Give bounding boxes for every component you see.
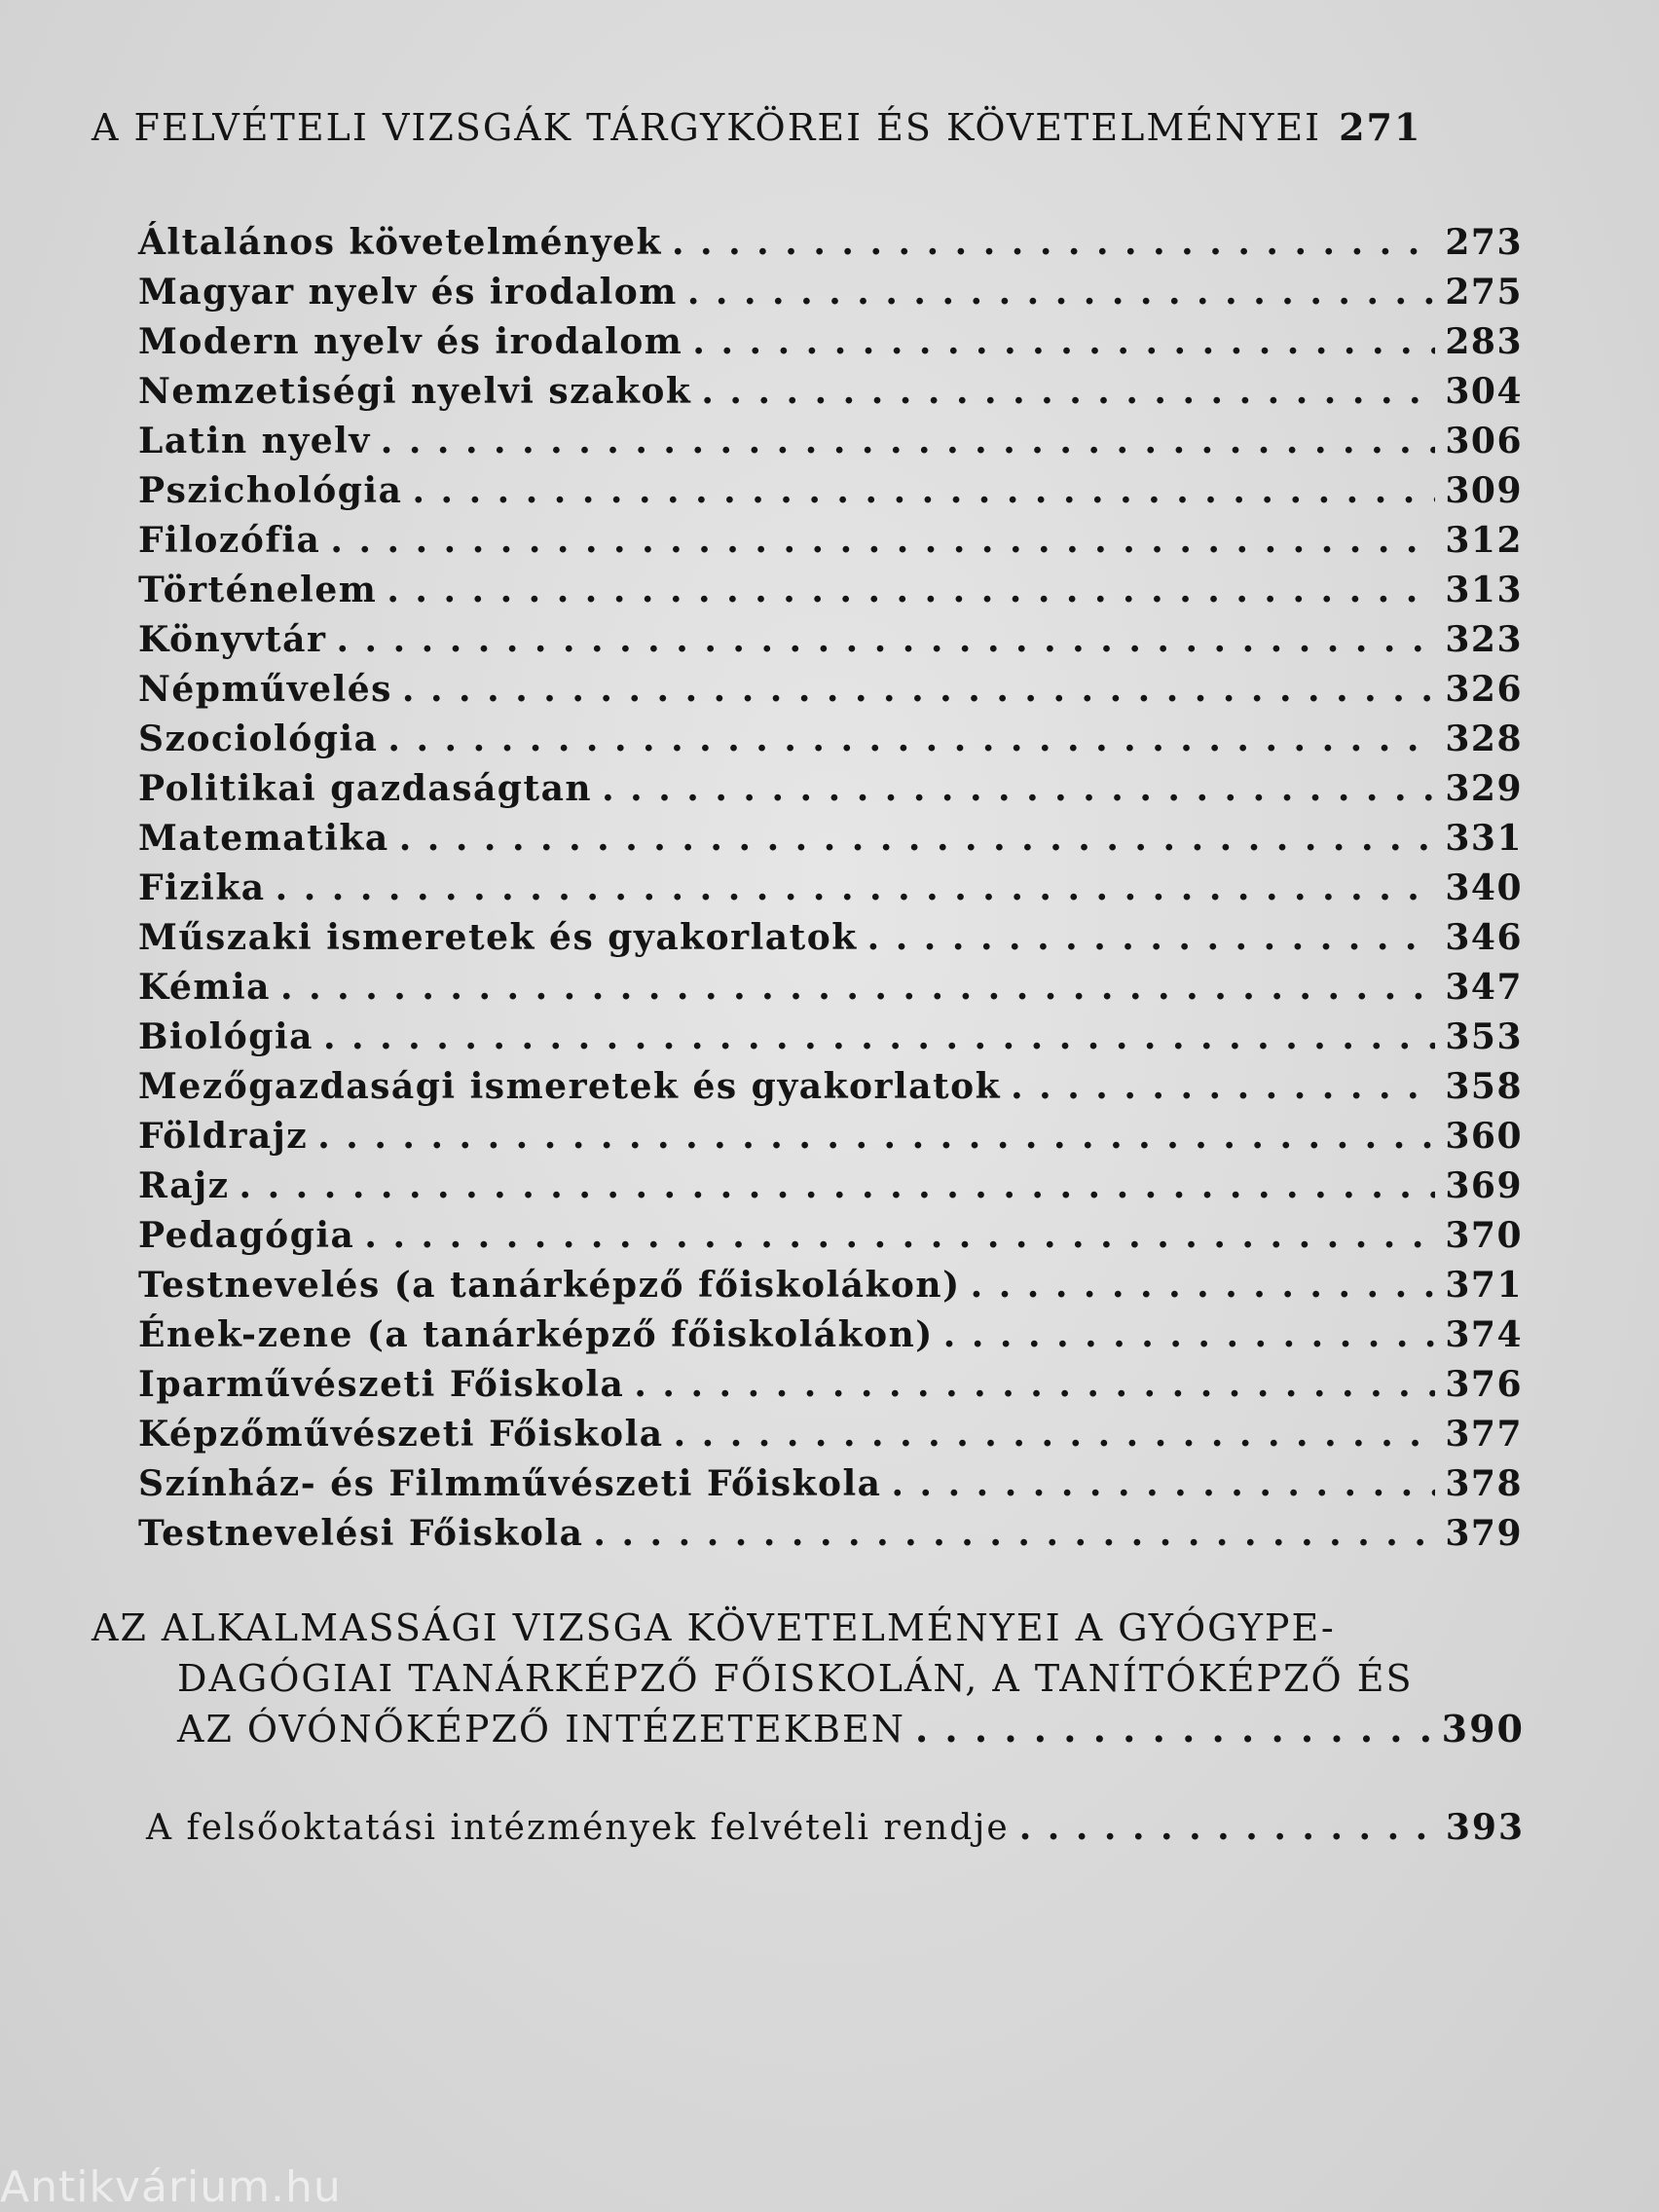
dot-leader xyxy=(701,371,1435,412)
toc-entry-label: Műszaki ismeretek és gyakorlatok xyxy=(138,917,858,958)
toc-entry-label: Népművelés xyxy=(138,669,392,710)
dot-leader xyxy=(943,1314,1436,1355)
toc-entry-page: 360 xyxy=(1445,1116,1523,1157)
toc-entry xyxy=(138,1116,1523,1157)
toc-entry xyxy=(138,1265,1523,1306)
section-title-line-3-row xyxy=(92,1704,1525,1754)
toc-entry-page: 326 xyxy=(1445,669,1523,710)
toc-entry-page: 379 xyxy=(1445,1513,1523,1554)
dot-leader xyxy=(317,1116,1435,1157)
dot-leader xyxy=(915,1704,1432,1754)
dot-leader xyxy=(276,867,1436,908)
toc-entry xyxy=(138,421,1523,461)
toc-entry-page: 329 xyxy=(1445,768,1523,809)
toc-entry-page: 309 xyxy=(1445,470,1523,511)
toc-entry-label: Testnevelés (a tanárképző főiskolákon) xyxy=(138,1265,961,1306)
section-title-page: 271 xyxy=(1339,105,1422,149)
dot-leader xyxy=(692,321,1435,362)
toc-entry xyxy=(138,967,1523,1008)
toc-entry-label: A felsőoktatási intézmények felvételi rendje xyxy=(146,1808,1010,1848)
toc-entry-label: Filozófia xyxy=(138,520,321,561)
toc-entry-page: 328 xyxy=(1445,719,1523,759)
dot-leader xyxy=(336,619,1435,660)
dot-leader xyxy=(364,1215,1435,1256)
toc-entry-label: Színház- és Filmművészeti Főiskola xyxy=(138,1463,882,1504)
watermark: Antikvárium.hu xyxy=(0,2162,342,2212)
toc-entry-page: 312 xyxy=(1445,520,1523,561)
toc-entry xyxy=(138,272,1523,313)
toc-entry xyxy=(138,321,1523,362)
toc-entry-page: 376 xyxy=(1445,1364,1523,1405)
toc-entry-page: 304 xyxy=(1445,371,1523,412)
toc-entry-page: 353 xyxy=(1445,1016,1523,1057)
toc-entry-page: 393 xyxy=(1445,1807,1525,1848)
toc-entry-label: Magyar nyelv és irodalom xyxy=(138,272,678,313)
toc-entry-page: 306 xyxy=(1445,421,1523,461)
toc-entry-label: Iparművészeti Főiskola xyxy=(138,1364,625,1405)
section-title-entrance-exams xyxy=(92,105,1513,149)
toc-entry-page: 313 xyxy=(1445,570,1523,610)
toc-entry-label: Mezőgazdasági ismeretek és gyakorlatok xyxy=(138,1066,1002,1107)
toc-entry-label: Matematika xyxy=(138,818,389,859)
toc-entry xyxy=(138,1165,1523,1206)
dot-leader xyxy=(891,1463,1435,1504)
dot-leader xyxy=(280,967,1435,1008)
dot-leader xyxy=(687,272,1435,313)
dot-leader xyxy=(1019,1807,1436,1848)
toc-entry xyxy=(138,818,1523,859)
toc-entry-label: Ének-zene (a tanárképző főiskolákon) xyxy=(138,1314,934,1355)
toc-entry-label: Testnevelési Főiskola xyxy=(138,1513,584,1554)
toc-entry-label: Fizika xyxy=(138,867,266,908)
toc-entry xyxy=(138,768,1523,809)
toc-entry-page: 370 xyxy=(1445,1215,1523,1256)
toc-entry xyxy=(138,1513,1523,1554)
toc-entry-page: 275 xyxy=(1445,272,1523,313)
dot-leader xyxy=(674,1414,1436,1455)
toc-entry xyxy=(138,1364,1523,1405)
toc-entry-page: 346 xyxy=(1445,917,1523,958)
toc-entry xyxy=(138,619,1523,660)
dot-leader xyxy=(387,719,1435,759)
toc-entry-page: 378 xyxy=(1445,1463,1523,1504)
toc-entry-label: Politikai gazdaságtan xyxy=(138,768,593,809)
toc-entry xyxy=(138,1066,1523,1107)
toc-entry xyxy=(138,669,1523,710)
toc-entry-label: Biológia xyxy=(138,1016,313,1057)
toc-entry-page: 371 xyxy=(1445,1265,1523,1306)
toc-entry xyxy=(138,1314,1523,1355)
toc-entry-label: Képzőművészeti Főiskola xyxy=(138,1414,664,1455)
toc-entry-page: 323 xyxy=(1445,619,1523,660)
toc-entry-page: 377 xyxy=(1445,1414,1523,1455)
section-title-line-2: DAGÓGIAI TANÁRKÉPZŐ FŐISKOLÁN, A TANÍTÓKÉPZŐ ÉS xyxy=(177,1657,1414,1700)
section-title-aptitude-exam xyxy=(92,1603,1525,1754)
toc-entry xyxy=(138,719,1523,759)
section-title-page: 390 xyxy=(1441,1707,1525,1751)
dot-leader xyxy=(387,570,1435,610)
dot-leader xyxy=(412,470,1435,511)
toc-entry-page: 347 xyxy=(1445,967,1523,1008)
dot-leader xyxy=(672,222,1435,263)
section-title-text: A FELVÉTELI VIZSGÁK TÁRGYKÖREI ÉS KÖVETELMÉNYEI xyxy=(92,106,1322,149)
dot-leader xyxy=(1011,1066,1435,1107)
toc-entry xyxy=(138,470,1523,511)
toc-entry-label: Könyvtár xyxy=(138,619,327,660)
toc-entry xyxy=(138,520,1523,561)
toc-entry-page: 369 xyxy=(1445,1165,1523,1206)
toc-entry-page: 331 xyxy=(1445,818,1523,859)
toc-entry-label: Rajz xyxy=(138,1165,230,1206)
toc-entry-label: Pedagógia xyxy=(138,1215,355,1256)
toc-entry-label: Modern nyelv és irodalom xyxy=(138,321,683,362)
toc-entry-label: Történelem xyxy=(138,570,378,610)
toc-entry-label: Általános követelmények xyxy=(138,222,662,263)
toc-entry xyxy=(138,570,1523,610)
dot-leader xyxy=(323,1016,1435,1057)
toc-entry xyxy=(138,917,1523,958)
section-title-line-1: AZ ALKALMASSÁGI VIZSGA KÖVETELMÉNYEI A GYÓGYPE- xyxy=(92,1606,1336,1649)
toc-entry xyxy=(138,1414,1523,1455)
dot-leader xyxy=(971,1265,1436,1306)
toc-entry-page: 273 xyxy=(1445,222,1523,263)
dot-leader xyxy=(399,818,1436,859)
toc-entry xyxy=(138,1016,1523,1057)
toc-entry-label: Szociológia xyxy=(138,719,379,759)
toc-entry-label: Nemzetiségi nyelvi szakok xyxy=(138,371,692,412)
dot-leader xyxy=(381,421,1436,461)
dot-leader xyxy=(634,1364,1435,1405)
toc-entry-page: 340 xyxy=(1445,867,1523,908)
dot-leader xyxy=(602,768,1435,809)
toc-entry-label: Latin nyelv xyxy=(138,421,371,461)
dot-leader xyxy=(240,1165,1436,1206)
toc-entry-page: 374 xyxy=(1445,1314,1523,1355)
toc-entry xyxy=(138,1215,1523,1256)
toc-entry xyxy=(138,867,1523,908)
toc-entry-admission-rules xyxy=(146,1807,1525,1848)
section-title-line-3: AZ ÓVÓNŐKÉPZŐ INTÉZETEKBEN xyxy=(177,1708,905,1751)
toc-entry-label: Földrajz xyxy=(138,1116,309,1157)
dot-leader xyxy=(330,520,1435,561)
toc-entry xyxy=(138,371,1523,412)
toc-entry-label: Kémia xyxy=(138,967,271,1008)
toc-entry xyxy=(138,1463,1523,1504)
dot-leader xyxy=(402,669,1435,710)
dot-leader xyxy=(593,1513,1435,1554)
toc-entry xyxy=(138,222,1523,263)
toc-entry-page: 283 xyxy=(1445,321,1523,362)
dot-leader xyxy=(867,917,1436,958)
toc-entry-page: 358 xyxy=(1445,1066,1523,1107)
toc-entry-label: Pszichológia xyxy=(138,470,403,511)
